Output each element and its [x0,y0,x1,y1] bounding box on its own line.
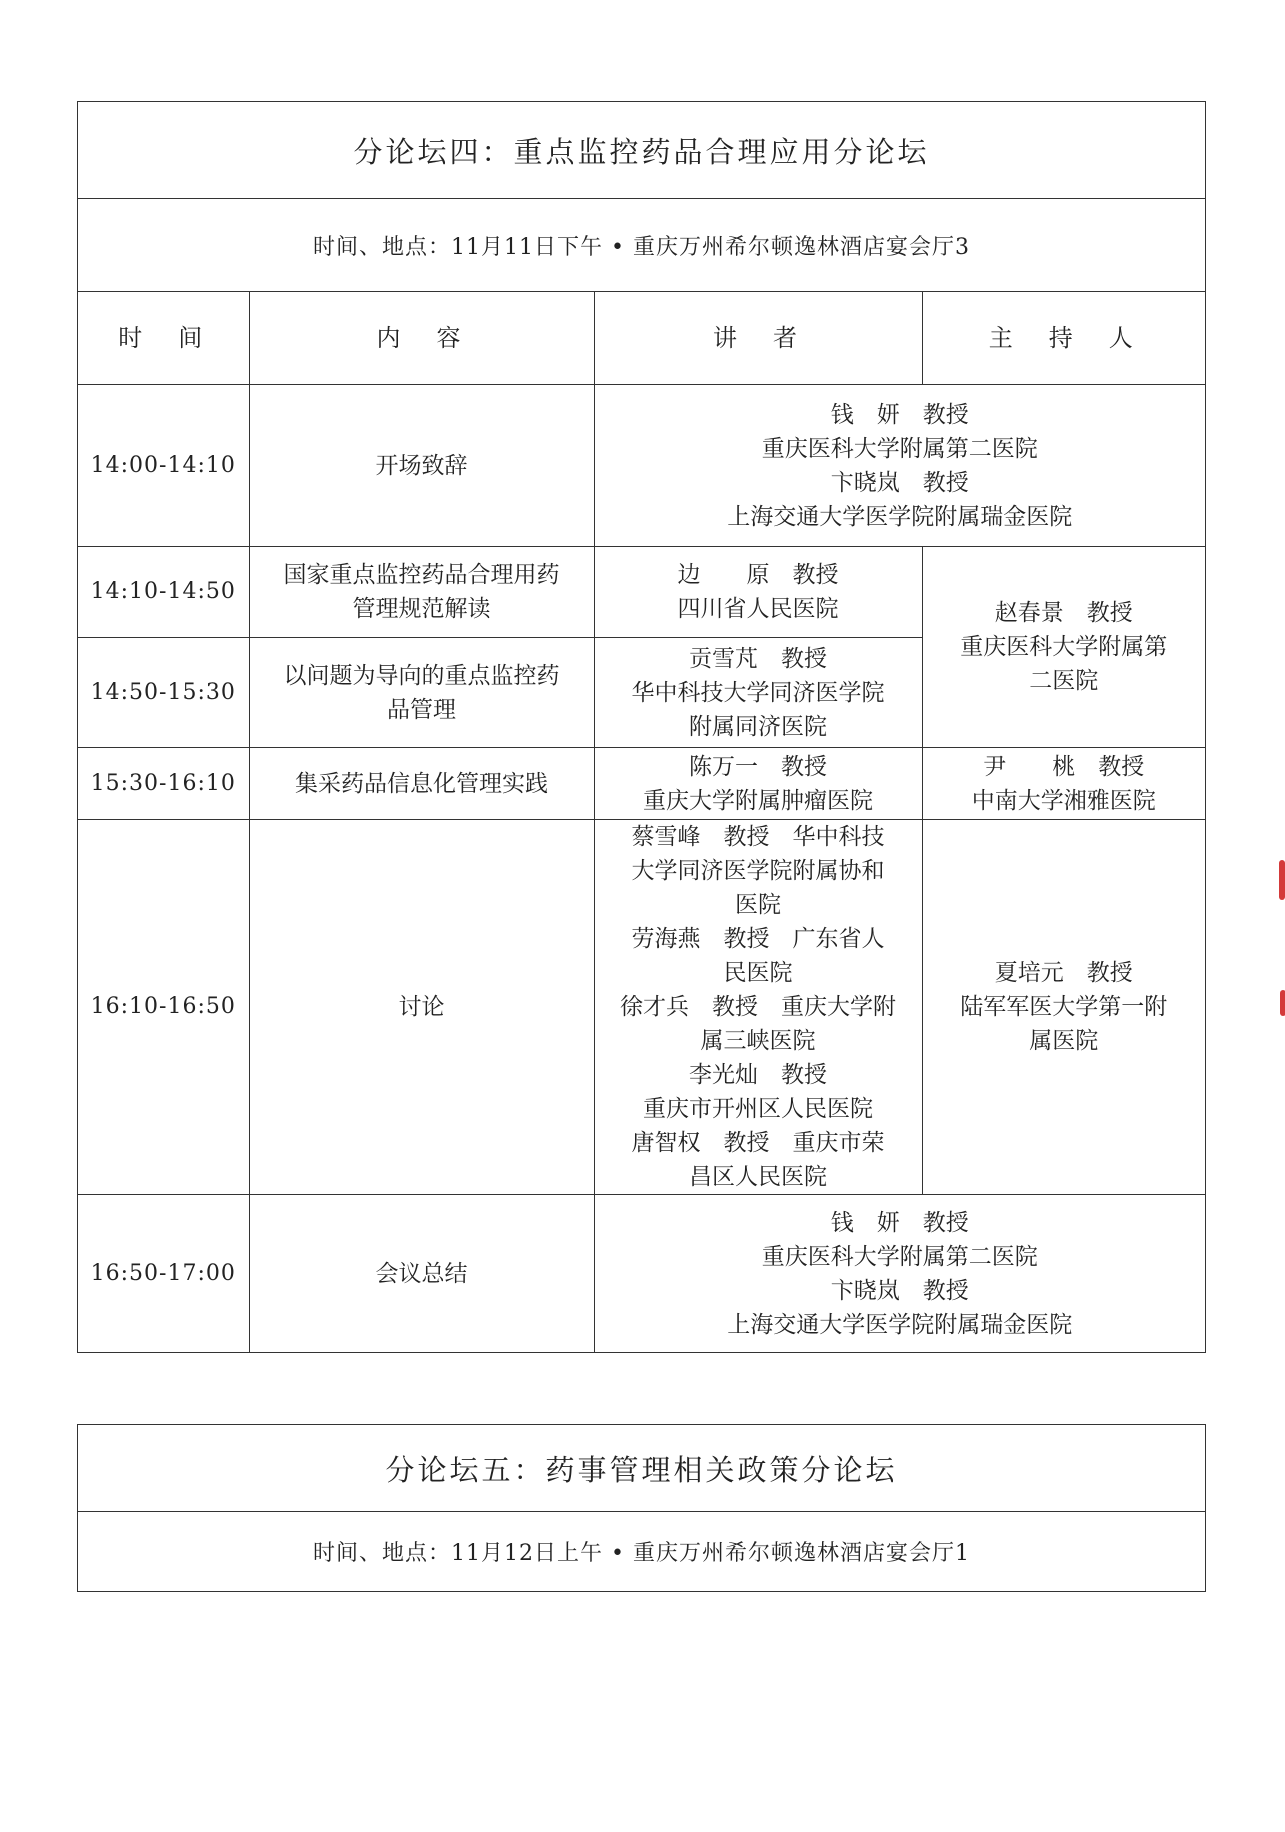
header-time: 时 间 [78,292,249,385]
row-host [922,820,1205,1195]
table-row [78,748,1205,820]
cell-line: 蔡雪峰 教授 华中科技 [631,824,885,850]
cell-line: 附属同济医院 [689,713,827,740]
cell-line: 陈万一 教授 [689,753,827,780]
cell-line: 徐才兵 教授 重庆大学附 [620,994,896,1020]
cell-line: 会议总结 [375,1260,468,1287]
cell-line: 钱 妍 教授 [830,1209,969,1236]
forum5-title: 分论坛五：药事管理相关政策分论坛 [78,1425,1205,1512]
forum5-block [77,1424,1206,1592]
cell-line: 劳海燕 教授 广东省人 [631,926,885,952]
row-speaker [594,638,922,748]
red-stamp-edge-mark [1279,860,1285,900]
cell-line: 李光灿 教授 [689,1062,827,1088]
forum5-info: 时间、地点：11月12日上午 • 重庆万州希尔顿逸林酒店宴会厅1 [313,1541,970,1566]
cell-line: 二医院 [1029,668,1099,694]
cell-line: 重庆市开州区人民医院 [643,1096,873,1122]
row-host [922,748,1205,820]
cell-line: 边 原 教授 [677,562,839,588]
table-row [78,547,1205,638]
cell-line: 属医院 [1029,1028,1099,1054]
table-header-row [78,292,1205,385]
cell-line: 钱 妍 教授 [830,401,969,428]
row-content [249,748,594,820]
row-speaker [594,748,922,820]
cell-line: 大学同济医学院附属协和 [631,858,885,884]
cell-line: 上海交通大学医学院附属瑞金医院 [727,1311,1073,1338]
cell-line: 四川省人民医院 [677,596,839,622]
cell-line: 重庆大学附属肿瘤医院 [643,787,873,814]
row-time: 14:10-14:50 [78,547,249,638]
cell-line: 唐智权 教授 重庆市荣 [631,1130,885,1156]
row-content [249,638,594,748]
cell-line: 集采药品信息化管理实践 [295,770,548,797]
row-speaker [594,820,922,1195]
cell-line: 华中科技大学同济医学院 [631,679,885,706]
header-content: 内 容 [249,292,594,385]
cell-line: 赵春景 教授 [994,600,1133,626]
table-row [78,820,1205,1195]
forum4-block [77,101,1206,1353]
row-content [249,385,594,547]
row-host [922,547,1205,748]
row-content [249,547,594,638]
cell-line: 讨论 [398,994,445,1020]
forum4-info: 时间、地点：11月11日下午 • 重庆万州希尔顿逸林酒店宴会厅3 [78,199,1205,292]
cell-line: 重庆医科大学附属第二医院 [761,1243,1038,1270]
cell-line: 管理规范解读 [352,596,491,622]
row-content [249,1195,594,1353]
row-speaker [594,547,922,638]
cell-line: 卞晓岚 教授 [830,1277,969,1304]
row-time: 14:00-14:10 [78,385,249,547]
cell-line: 重庆医科大学附属第二医院 [761,435,1038,462]
row-time: 14:50-15:30 [78,638,249,748]
row-time: 15:30-16:10 [78,748,249,820]
row-content [249,820,594,1195]
cell-line: 属三峡医院 [700,1028,816,1054]
table-row [78,385,1205,547]
header-speaker: 讲 者 [594,292,922,385]
cell-line: 重庆医科大学附属第 [960,634,1168,660]
cell-line: 医院 [735,892,781,918]
cell-line: 夏培元 教授 [994,960,1133,986]
cell-line: 陆军军医大学第一附 [960,994,1168,1020]
header-host: 主 持 人 [922,292,1205,385]
forum4-title: 分论坛四：重点监控药品合理应用分论坛 [78,102,1205,199]
cell-line: 民医院 [723,960,793,986]
forum4-schedule-table [78,292,1205,1353]
cell-line: 国家重点监控药品合理用药 [283,562,560,588]
cell-line: 卞晓岚 教授 [830,469,969,496]
cell-line: 昌区人民医院 [689,1164,827,1190]
row-speaker-host-merged [594,1195,1205,1353]
table-row [78,1195,1205,1353]
cell-line: 以问题为导向的重点监控药 [283,662,560,689]
red-stamp-edge-mark [1280,990,1285,1016]
cell-line: 开场致辞 [375,452,468,479]
cell-line: 中南大学湘雅医院 [971,787,1156,814]
row-time: 16:10-16:50 [78,820,249,1195]
row-speaker-host-merged [594,385,1205,547]
cell-line: 尹 桃 教授 [983,753,1145,780]
cell-line: 贡雪芃 教授 [689,645,827,672]
cell-line: 上海交通大学医学院附属瑞金医院 [727,503,1073,530]
row-time: 16:50-17:00 [78,1195,249,1353]
cell-line: 品管理 [387,696,456,723]
